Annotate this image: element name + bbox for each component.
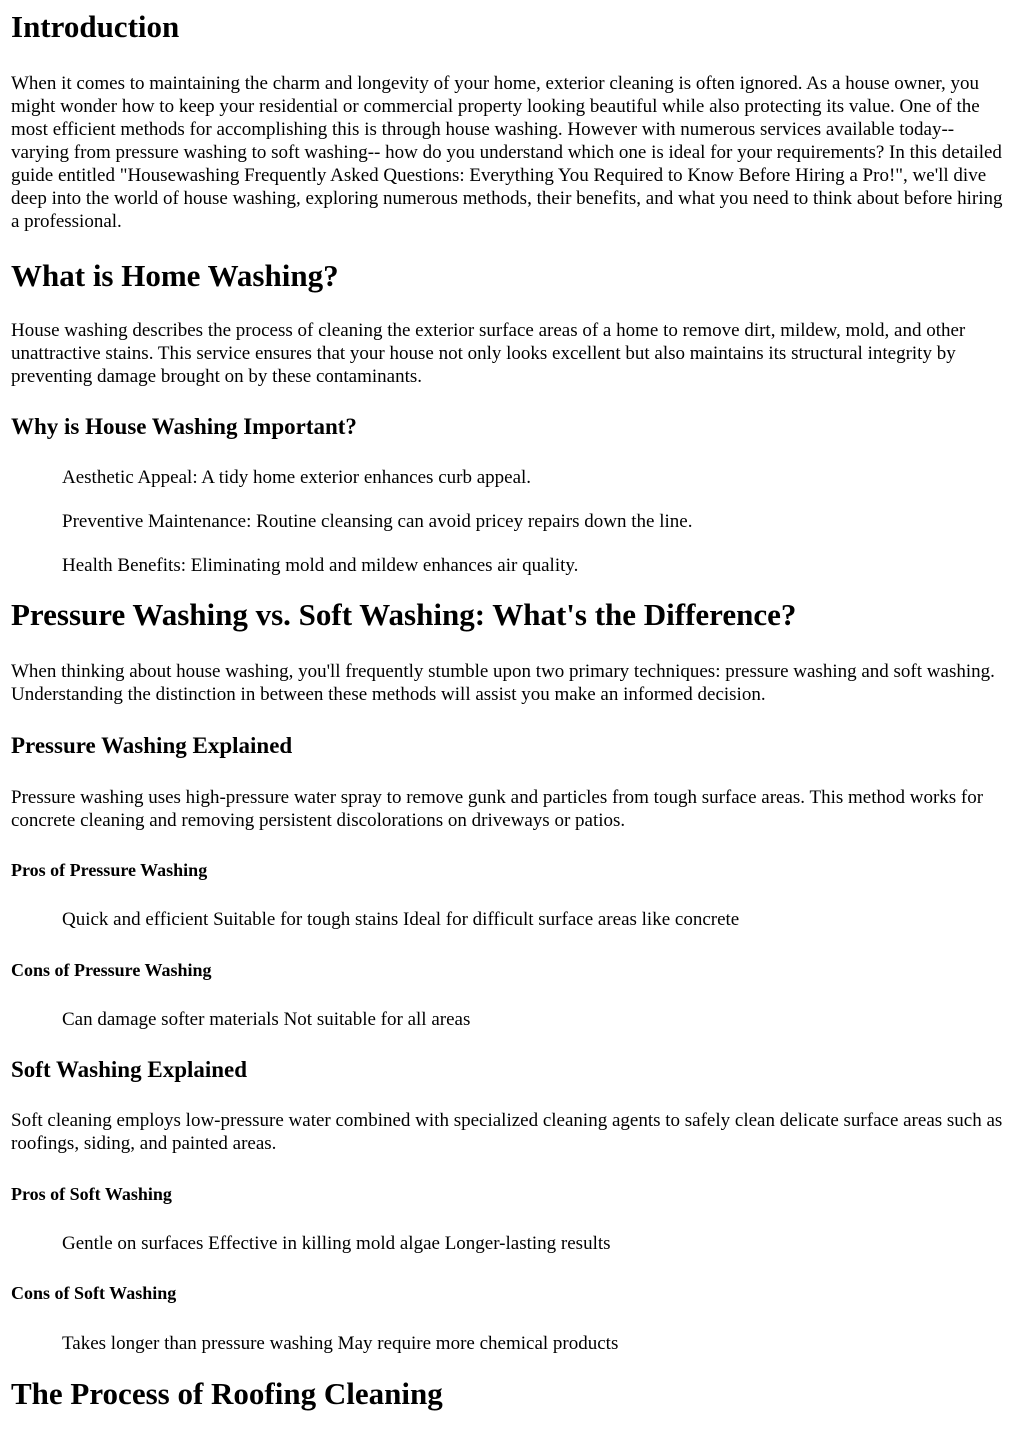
pressure-washing-heading: Pressure Washing Explained xyxy=(11,733,293,758)
roofing-cleaning-heading: The Process of Roofing Cleaning xyxy=(11,1376,443,1411)
soft-pros-list: Gentle on surfaces Effective in killing mold algae Longer-lasting results xyxy=(62,1233,611,1254)
home-washing-paragraph: House washing describes the process of cleaning the exterior surface areas of a home to remove dirt, mildew, mold, and other unattractive stains. This service ensures that your house not only looks excellent but also maintains its structural integrity by preventing damage brought on by these contaminants. xyxy=(11,320,966,387)
introduction-heading: Introduction xyxy=(11,9,180,44)
soft-cons-heading: Cons of Soft Washing xyxy=(11,1283,177,1303)
soft-pros-heading: Pros of Soft Washing xyxy=(11,1184,172,1204)
why-important-heading: Why is House Washing Important? xyxy=(11,414,357,439)
soft-washing-heading: Soft Washing Explained xyxy=(11,1057,248,1082)
introduction-paragraph: When it comes to maintaining the charm and longevity of your home, exterior cleaning is often ignored. As a house owner, you might wonder how to keep your residential or commercial property looking beautiful while also protecting its value. One of the most efficient methods for accomplishing this is through house washing. However with numerous services available today-- varying from pressure washing to soft washing-- how do you understand which one is ideal for your requirements? In this detailed guide entitled "Housewashing Frequently Asked Questions: Everything You Required to Know Before Hiring a Pro!", we'll dive deep into the world of house washing, exploring numerous methods, their benefits, and what you need to think about before hiring a professional. xyxy=(11,73,1003,232)
why-important-item: Preventive Maintenance: Routine cleansing can avoid pricey repairs down the line. xyxy=(62,511,693,532)
difference-heading: Pressure Washing vs. Soft Washing: What's the Difference? xyxy=(11,597,797,632)
home-washing-heading: What is Home Washing? xyxy=(11,258,339,293)
pressure-cons-list: Can damage softer materials Not suitable for all areas xyxy=(62,1009,471,1030)
soft-cons-list: Takes longer than pressure washing May require more chemical products xyxy=(62,1333,619,1354)
difference-paragraph: When thinking about house washing, you'll frequently stumble upon two primary techniques: pressure washing and soft washing. Understanding the distinction in between these methods will assist you make an informed decision. xyxy=(11,661,995,705)
why-important-item: Aesthetic Appeal: A tidy home exterior enhances curb appeal. xyxy=(62,467,532,488)
soft-washing-paragraph: Soft cleaning employs low-pressure water combined with specialized cleaning agents to safely clean delicate surface areas such as roofings, siding, and painted areas. xyxy=(11,1110,1003,1154)
why-important-item: Health Benefits: Eliminating mold and mildew enhances air quality. xyxy=(62,555,579,576)
pressure-cons-heading: Cons of Pressure Washing xyxy=(11,960,212,980)
pressure-pros-heading: Pros of Pressure Washing xyxy=(11,860,208,880)
pressure-pros-list: Quick and efficient Suitable for tough stains Ideal for difficult surface areas like concrete xyxy=(62,909,740,930)
pressure-washing-paragraph: Pressure washing uses high-pressure water spray to remove gunk and particles from tough surface areas. This method works for concrete cleaning and removing persistent discolorations on driveways or patios. xyxy=(11,787,984,831)
